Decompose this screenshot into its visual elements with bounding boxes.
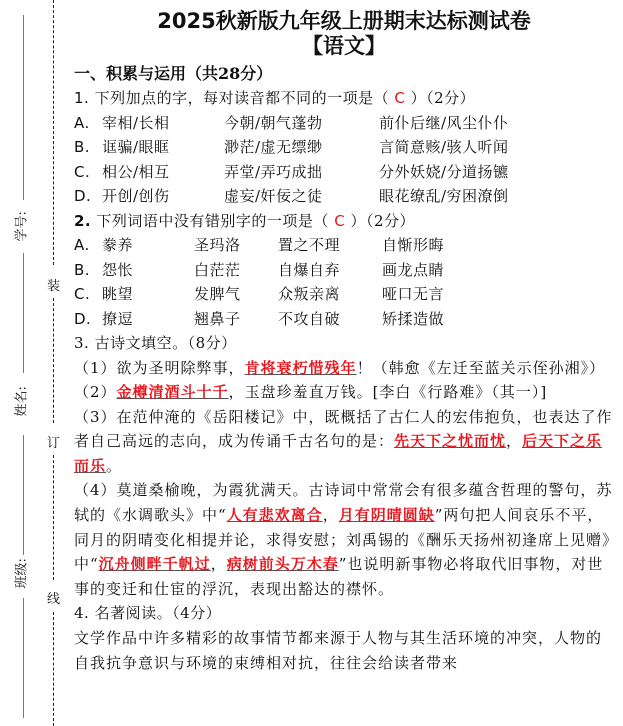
cut-line xyxy=(53,455,54,580)
binding-char-zhuang: 装 xyxy=(47,279,61,294)
cut-line xyxy=(53,612,54,726)
question-1-option-a: A. 宰相/长相 今朝/朝气蓬勃 前仆后继/风尘仆仆 xyxy=(74,113,509,132)
question-3-part-4: （4）莫道桑榆晚，为霞犹满天。古诗词中常常会有很多蕴含哲理的警句，苏轼的《水调歌头》中“人有悲欢离合，月有阴晴圆缺”两句把人间哀乐不平，同月的阴晴变化相提并论，求得安慰；刘禹锡的《酬乐天扬州初逢席上见赠》中“沉舟侧畔千帆过，病树前头万木春”也说明新事物必将取代旧事物，对世事的变迁和仕宦的浮沉，表现出豁达的襟怀。 xyxy=(74,481,613,598)
answer-text: 沉舟侧畔千帆过 xyxy=(98,555,211,574)
answer-mark: C xyxy=(334,211,346,230)
question-4-title: 4. 名著阅读。（4分） xyxy=(74,604,222,623)
binding-char-xian: 线 xyxy=(47,592,61,607)
section-heading: 一、积累与运用（共28分） xyxy=(74,64,273,83)
question-3-part-2: （2）金樽清酒斗十千，玉盘珍羞直万钱。[李白《行路难》（其一）] xyxy=(74,383,548,402)
answer-text: 病树前头万木春 xyxy=(226,555,339,574)
answer-text: 金樽清酒斗十千 xyxy=(116,383,229,402)
question-1-stem: 1. 下列加点的字，每对读音都不同的一项是（ C ）（2分） xyxy=(74,89,476,107)
question-2-option-c: C. 眺望 发脾气 众叛亲离 哑口无言 xyxy=(74,285,445,303)
question-3-part-1: （1）欲为圣明除弊事，肯将衰朽惜残年！（韩愈《左迁至蓝关示侄孙湘》） xyxy=(74,358,606,377)
question-2-option-a: A. 豢养 圣玛洛 置之不理 自惭形晦 xyxy=(74,236,445,254)
answer-text: 人有悲欢离合 xyxy=(226,506,323,525)
question-3-part-3: （3）在范仲淹的《岳阳楼记》中，既概括了古仁人的宏伟抱负，也表达了作者自己高远的志向，成为传诵千古名句的是：先天下之忧而忧，后天下之乐而乐。 xyxy=(74,407,613,475)
question-4-body: 文学作品中许多精彩的故事情节都来源于人物与其生活环境的冲突，人物的自我抗争意识与环境的束缚相对抗，往往会给读者带来 xyxy=(74,628,603,672)
class-field[interactable] xyxy=(23,598,24,718)
question-2-option-b: B. 怨怅 白茫茫 自爆自弃 画龙点睛 xyxy=(74,260,445,279)
answer-mark: C xyxy=(394,89,406,107)
cut-line xyxy=(53,298,54,423)
question-3-title: 3. 古诗文填空。（8分） xyxy=(74,334,237,352)
class-label: 班级: xyxy=(14,558,30,589)
answer-text: 月有阴晴圆缺 xyxy=(338,506,435,525)
question-2-option-d: D. 撩逗 翘鼻子 不攻自破 矫揉造做 xyxy=(74,309,445,328)
exam-content xyxy=(74,0,614,675)
question-2-stem: 2. 下列词语中没有错别字的一项是（ C ）（2分） xyxy=(74,211,415,230)
page-subtitle: 【语文】 xyxy=(302,33,386,58)
binding-margin xyxy=(0,0,70,726)
answer-text: 先天下之忧而忧 xyxy=(394,432,507,451)
field-underline xyxy=(23,15,24,200)
student-id-label: 学号: xyxy=(14,211,30,242)
name-label: 姓名: xyxy=(14,386,30,417)
cut-line xyxy=(53,0,54,265)
page-title: 2025秋新版九年级上册期末达标测试卷 xyxy=(157,9,531,33)
answer-text: 肯将衰朽惜残年 xyxy=(244,358,357,377)
question-1-option-d: D. 开创/创伤 虚妄/奸佞之徒 眼花缭乱/穷困潦倒 xyxy=(74,187,509,205)
student-id-field[interactable] xyxy=(23,253,24,373)
question-1-option-c: C. 相公/相互 弄堂/弄巧成拙 分外妖娆/分道扬镳 xyxy=(74,162,509,181)
question-1-option-b: B. 诓骗/眼眶 渺茫/虚无缥缈 言简意赅/骇人听闻 xyxy=(74,138,509,156)
answer-text: 后天下之乐而乐 xyxy=(74,432,603,475)
name-field[interactable] xyxy=(23,435,24,555)
binding-char-ding: 订 xyxy=(47,436,61,451)
